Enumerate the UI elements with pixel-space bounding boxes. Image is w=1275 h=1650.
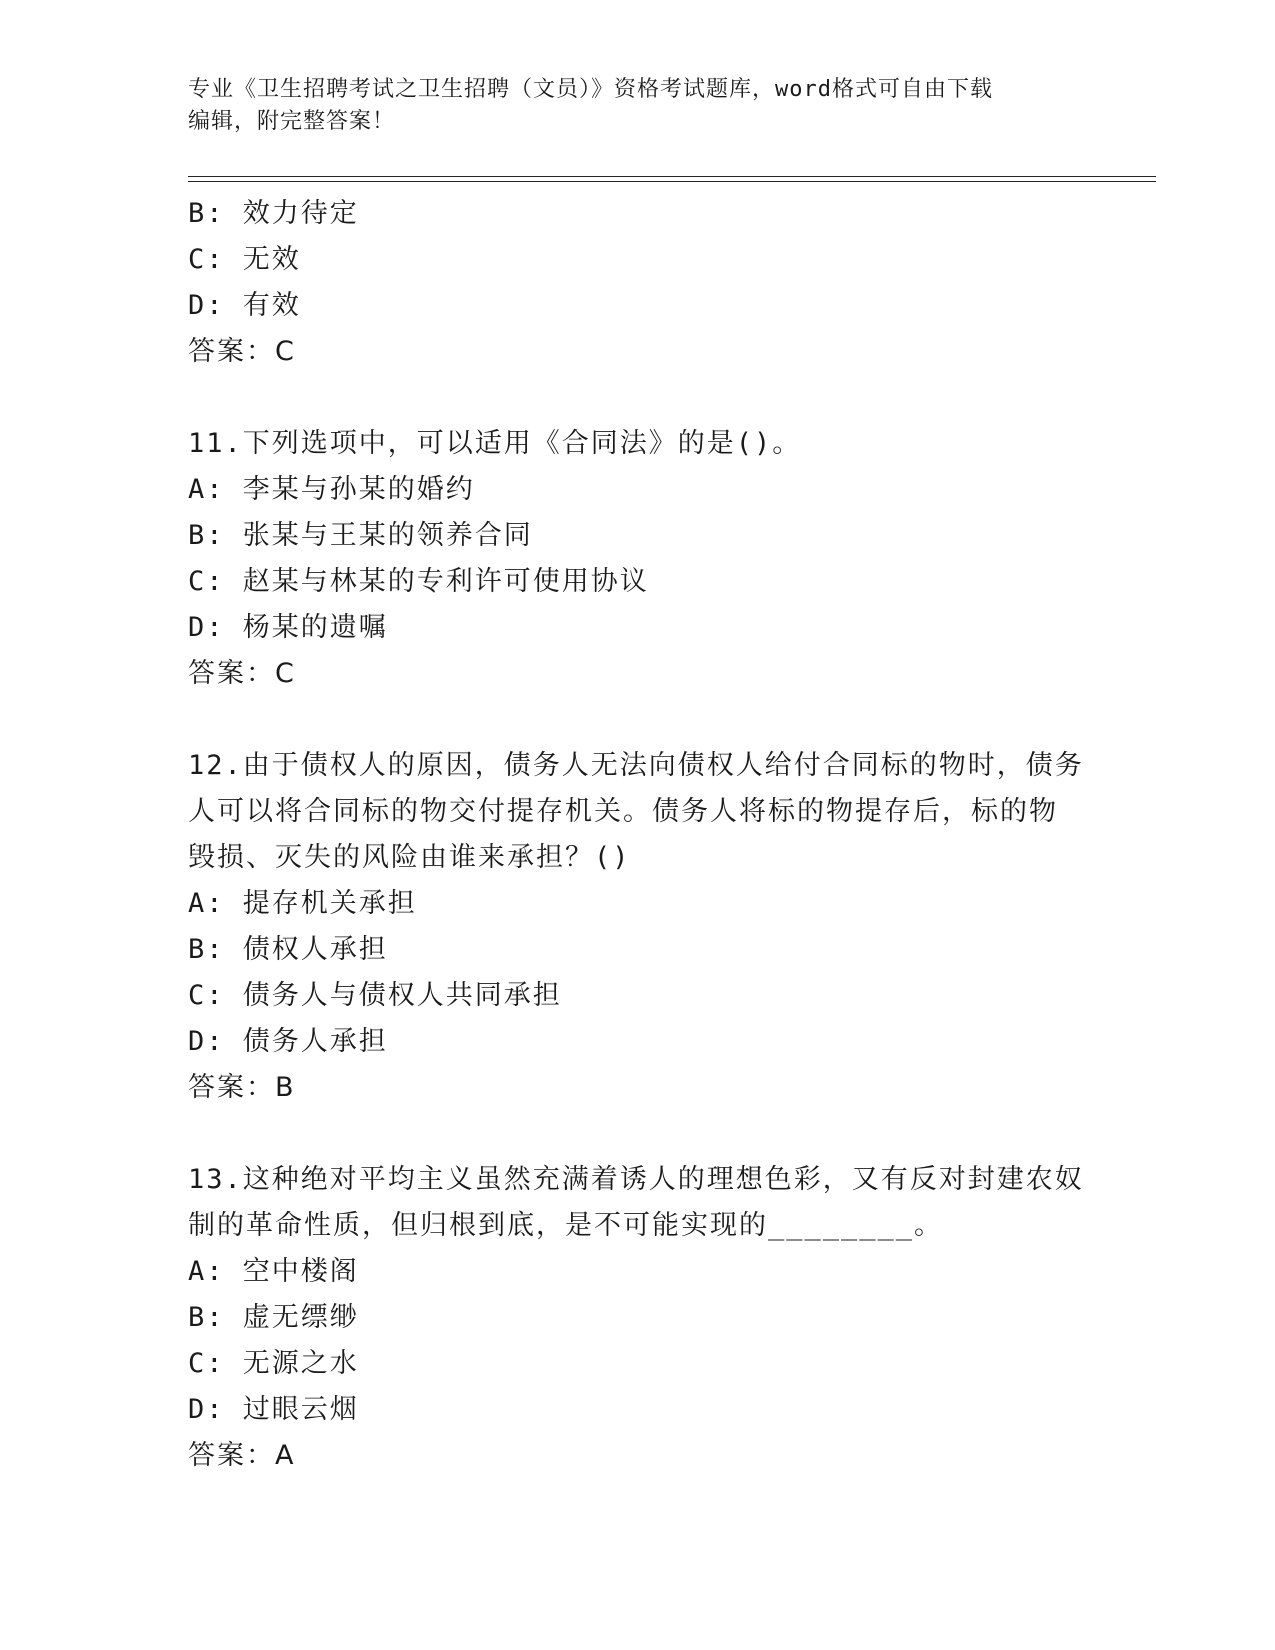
option-c: C: 赵某与林某的专利许可使用协议 — [188, 566, 649, 597]
question-stem-line-2: 制的革命性质，但归根到底，是不可能实现的________。 — [188, 1210, 944, 1241]
header-divider-top — [188, 176, 1156, 177]
option-c: C: 无源之水 — [188, 1348, 359, 1379]
option-d: D: 债务人承担 — [188, 1026, 388, 1057]
question-stem-line-1: 13.这种绝对平均主义虽然充满着诱人的理想色彩，又有反对封建农奴 — [188, 1164, 1084, 1195]
header-divider-bottom — [188, 181, 1156, 182]
option-b: B: 张某与王某的领养合同 — [188, 520, 533, 551]
option-d: D: 杨某的遗嘱 — [188, 612, 388, 643]
answer: 答案：B — [188, 1072, 296, 1103]
question-stem-line-1: 12.由于债权人的原因，债务人无法向债权人给付合同标的物时，债务 — [188, 750, 1084, 781]
question-10 — [188, 191, 1108, 375]
option-b: B: 债权人承担 — [188, 934, 388, 965]
header-line-2: 编辑，附完整答案！ — [188, 109, 396, 134]
option-d: D: 有效 — [188, 290, 301, 321]
option-d: D: 过眼云烟 — [188, 1394, 359, 1425]
question-13 — [188, 1157, 1108, 1479]
option-b: B: 虚无缥缈 — [188, 1302, 359, 1333]
document-header — [188, 74, 1088, 138]
option-a: A: 李某与孙某的婚约 — [188, 474, 475, 505]
answer: 答案：A — [188, 1440, 296, 1471]
answer: 答案：C — [188, 658, 296, 689]
option-a: A: 提存机关承担 — [188, 888, 417, 919]
question-stem-line-2: 人可以将合同标的物交付提存机关。债务人将标的物提存后，标的物 — [188, 796, 1058, 827]
question-12 — [188, 743, 1108, 1111]
option-a: A: 空中楼阁 — [188, 1256, 359, 1287]
question-11 — [188, 421, 1108, 697]
question-stem-line-3: 毁损、灭失的风险由谁来承担？() — [188, 842, 631, 873]
header-line-1: 专业《卫生招聘考试之卫生招聘（文员）》资格考试题库，word格式可自由下载 — [188, 77, 993, 102]
answer: 答案：C — [188, 336, 296, 367]
question-stem: 11.下列选项中，可以适用《合同法》的是()。 — [188, 428, 802, 459]
option-c: C: 无效 — [188, 244, 301, 275]
document-body — [188, 191, 1108, 1479]
option-b: B: 效力待定 — [188, 198, 359, 229]
option-c: C: 债务人与债权人共同承担 — [188, 980, 562, 1011]
